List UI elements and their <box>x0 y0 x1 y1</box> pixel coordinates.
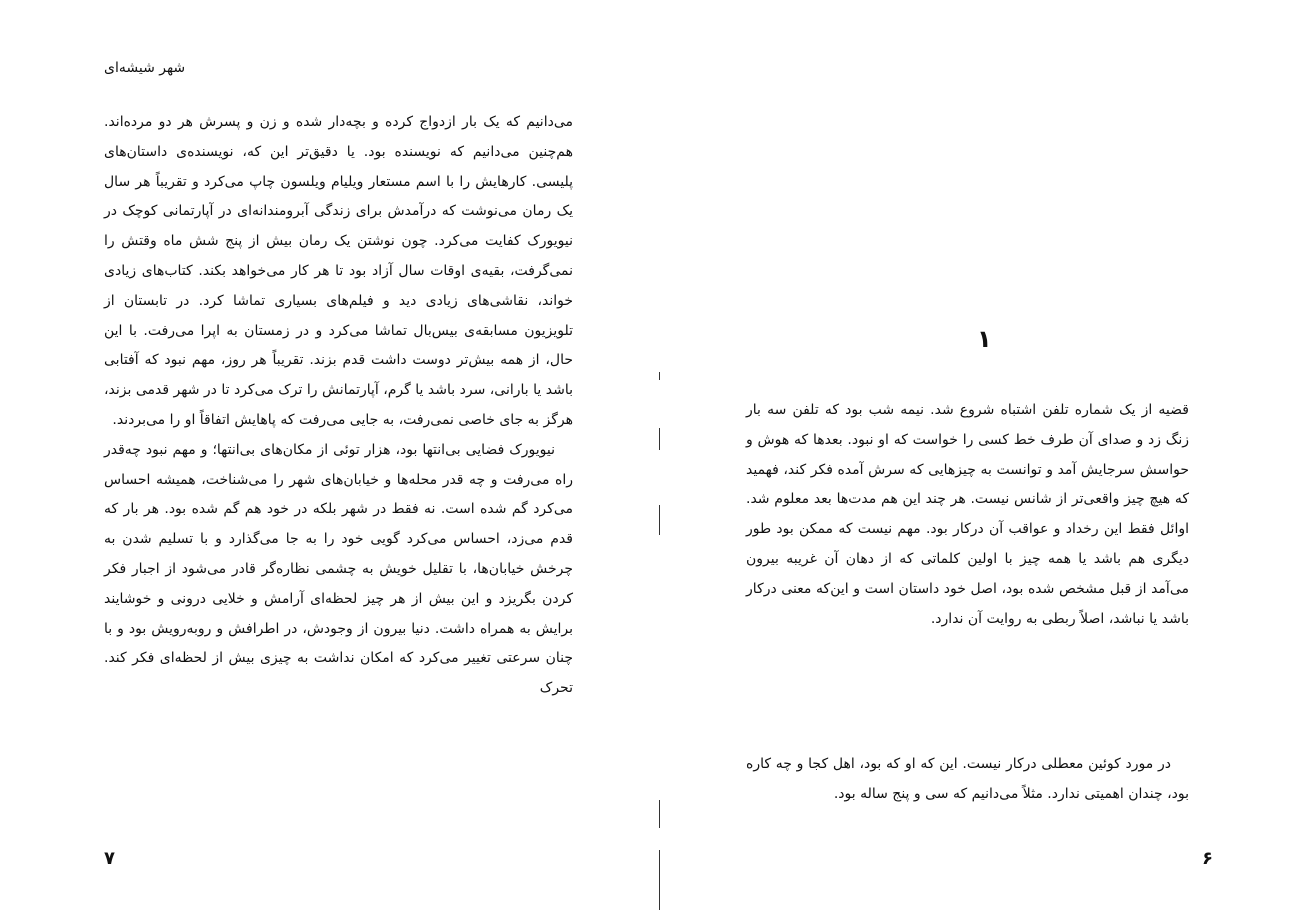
paragraph: قضیه از یک شماره تلفن اشتباه شروع شد. نیمه شب بود که تلفن سه بار زنگ زد و صدای آن طرف خط کسی را خواست که او نبود. بعدها که هوش و حواسش سرجایش آمد و توانست به چیزهایی که سرش آمده فکر کند، فهمید که هیچ چیز واقعی‌تر از شانس نیست. هر چند این هم مدت‌ها بعد معلوم شد. اوائل فقط این رخداد و عواقب آن درکار بود. مهم نیست که ممکن بود طور دیگری هم باشد یا همه چیز با اولین کلماتی که از دهان آن غریبه بیرون می‌آمد از قبل مشخص شده بود، اصل خود داستان است و این‌که معنی درکار باشد یا نباشد، اصلاً ربطی به روایت آن ندارد. <box>746 402 1189 627</box>
paragraph: در مورد کوئین معطلی درکار نیست. این که او که بود، اهل کجا و چه کاره بود، چندان اهمیتی ندارد. مثلاً می‌دانیم که سی و پنج ساله بود. <box>746 756 1189 802</box>
right-page-body <box>746 396 1189 634</box>
paragraph: می‌دانیم که یک بار ازدواج کرده و بچه‌دار شده و زن و پسرش هر دو مرده‌اند. هم‌چنین می‌دانیم که نویسنده بود. یا دقیق‌تر این که، نویسنده‌ی داستان‌های پلیسی. کارهایش را با اسم مستعار ویلیام ویلسون چاپ می‌کرد و تقریباً هر سال یک رمان می‌نوشت که درآمدش برای زندگی آبرومندانه‌ای در آپارتمانی کوچک در نیویورک کفایت می‌کرد. چون نوشتن یک رمان بیش از پنج شش ماه وقتش را نمی‌گرفت، بقیه‌ی اوقات سال آزاد بود تا هر کار می‌خواهد بکند. کتاب‌های زیادی خواند، نقاشی‌های زیادی دید و فیلم‌های بسیاری تماشا کرد. در تابستان از تلویزیون مسابقه‌ی بیس‌بال تماشا می‌کرد و در زمستان به اپرا می‌رفت. با این حال، از همه بیش‌تر دوست داشت قدم بزند. تقریباً هر روز، مهم نبود که آفتابی باشد یا بارانی، سرد باشد یا گرم، آپارتمانش را ترک می‌کرد تا در شهر قدمی بزند، هرگز به جای خاصی نمی‌رفت، به جایی می‌رفت که پاهایش اتفاقاً او را می‌بردند. <box>104 114 573 428</box>
running-head: شهر شیشه‌ای <box>104 60 186 76</box>
page-number: ۷ <box>104 848 115 869</box>
paragraph: نیویورک فضایی بی‌انتها بود، هزار توئی از مکان‌های بی‌انتها؛ و مهم نبود چه‌قدر راه می‌رفت و چه قدر محله‌ها و خیابان‌های شهر را می‌شناخت، همیشه احساس می‌کرد گم شده است. نه فقط در شهر بلکه در خود هم گم شده بود. هر بار که قدم می‌زد، احساس می‌کرد گویی خود را به جا می‌گذارد و با تسلیم شدن به چرخش خیابان‌ها، با تقلیل خویش به چشمی نظاره‌گر قادر می‌شود از اجبار فکر کردن بگریزد و این بیش از هر چیز لحظه‌ای آرامش و خلایی درونی و خوشایند برایش به همراه داشت. دنیا بیرون از وجودش، در اطرافش و روبه‌رویش بود و با چنان سرعتی تغییر می‌کرد که امکان نداشت به چیزی بیش از لحظه‌ای فکر کند. تحرک <box>104 441 573 697</box>
right-page <box>657 0 1314 921</box>
page-number: ۶ <box>1202 848 1213 869</box>
left-page-body <box>104 108 573 704</box>
chapter-number: ۱ <box>977 325 992 353</box>
right-page-body <box>746 750 1189 810</box>
